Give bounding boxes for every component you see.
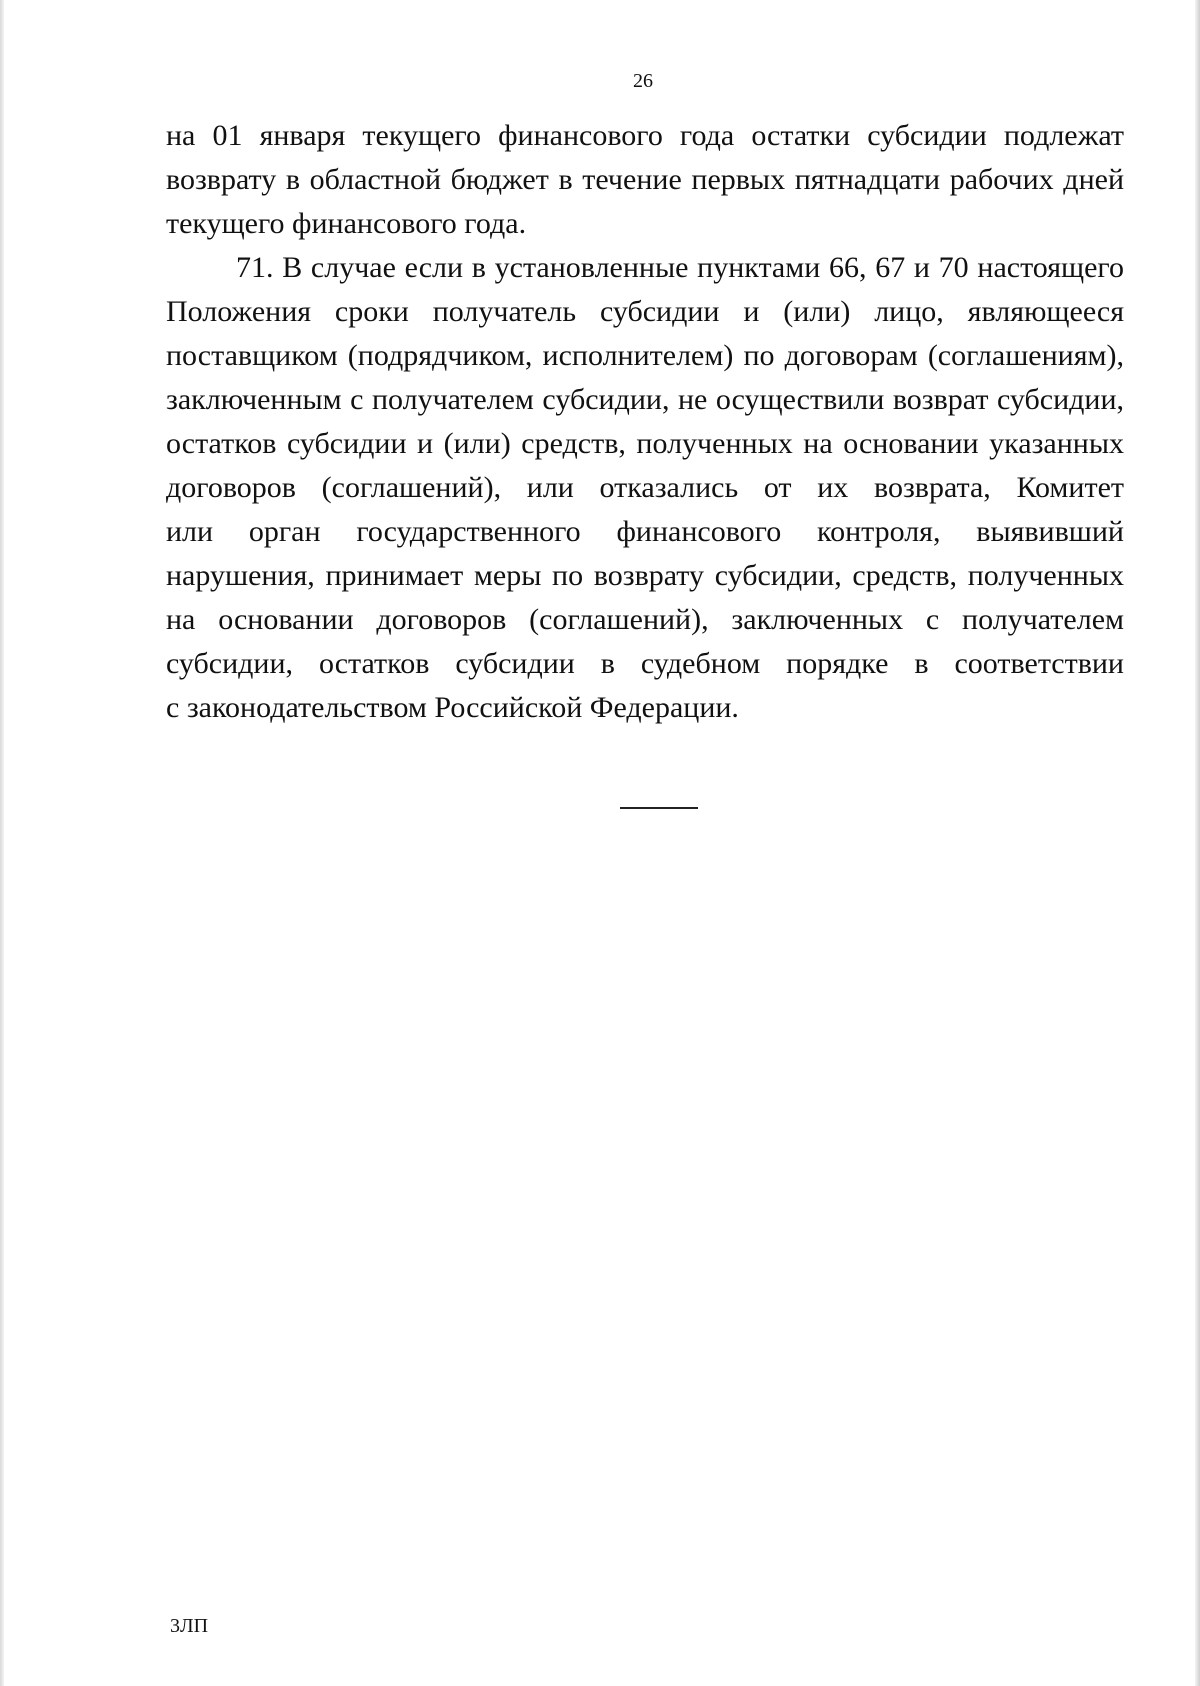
text-line: на 01 января текущего финансового года остатки субсидии подлежат bbox=[166, 119, 1124, 152]
text-line: возврату в областной бюджет в течение первых пятнадцати рабочих дней bbox=[166, 163, 1124, 196]
end-separator-line bbox=[620, 807, 698, 809]
text-line: нарушения, принимает меры по возврату субсидии, средств, полученных bbox=[166, 559, 1124, 592]
footer-code: 3ЛП bbox=[170, 1615, 209, 1637]
page-number: 26 bbox=[633, 70, 653, 92]
text-line: с законодательством Российской Федерации. bbox=[166, 691, 739, 724]
text-line: текущего финансового года. bbox=[166, 207, 527, 240]
text-line: на основании договоров (соглашений), заключенных с получателем bbox=[166, 603, 1124, 636]
body-text bbox=[166, 114, 1124, 730]
text-line: остатков субсидии и (или) средств, полученных на основании указанных bbox=[166, 427, 1124, 460]
scan-edge-right bbox=[1195, 0, 1200, 1686]
text-line: заключенным с получателем субсидии, не осуществили возврат субсидии, bbox=[166, 383, 1124, 416]
text-line: или орган государственного финансового контроля, выявивший bbox=[166, 515, 1124, 548]
scan-edge-left bbox=[0, 0, 4, 1686]
text-line: субсидии, остатков субсидии в судебном порядке в соответствии bbox=[166, 647, 1124, 680]
text-line: Положения сроки получатель субсидии и (или) лицо, являющееся bbox=[166, 295, 1124, 328]
paragraph-71-first-line: 71. В случае если в установленные пунктами 66, 67 и 70 настоящего bbox=[236, 251, 1124, 284]
text-line: поставщиком (подрядчиком, исполнителем) по договорам (соглашениям), bbox=[166, 339, 1124, 372]
text-line: договоров (соглашений), или отказались от их возврата, Комитет bbox=[166, 471, 1124, 504]
